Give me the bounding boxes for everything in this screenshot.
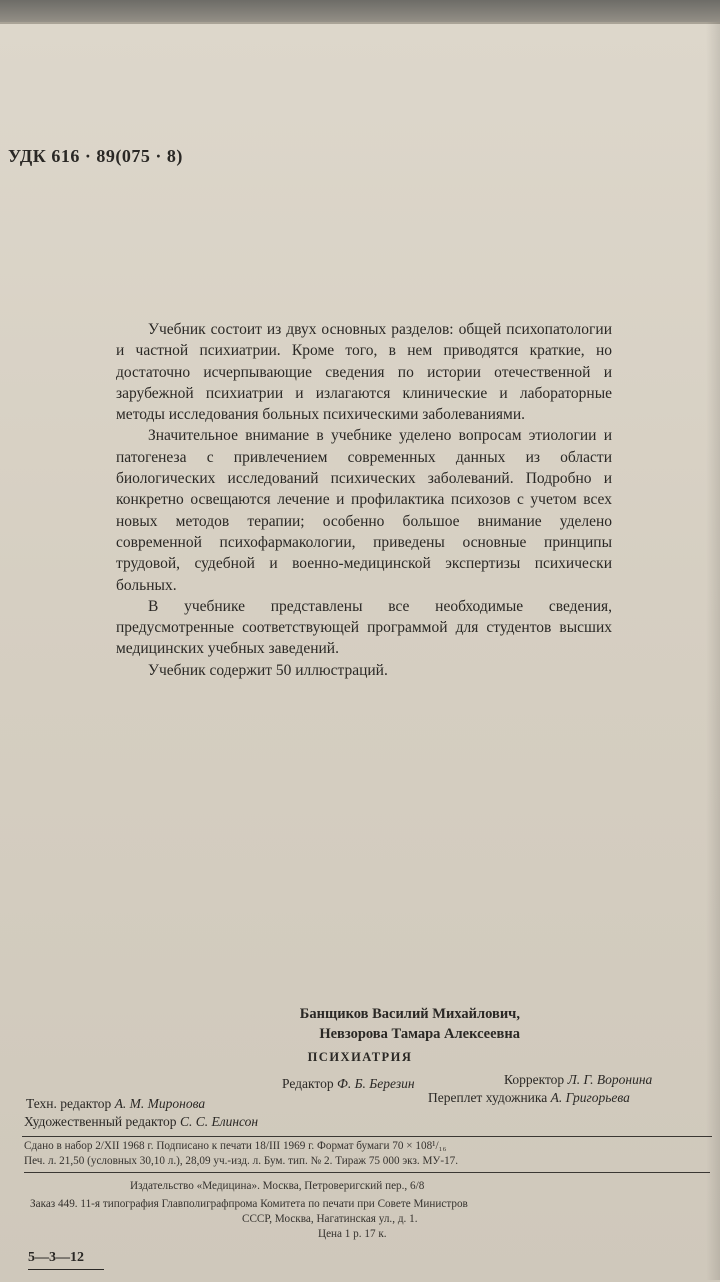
print-details-2: Печ. л. 21,50 (условных 30,10 л.), 28,09 уч.-изд. л. Бум. тип. № 2. Тираж 75 000 экз. МУ-17. [24, 1155, 459, 1167]
price: Цена 1 р. 17 к. [318, 1228, 387, 1240]
art-editor-label: Художественный редактор [24, 1114, 177, 1129]
page-edge-shadow [706, 22, 720, 1280]
binding-label: Переплет художника [428, 1090, 548, 1105]
book-abstract [116, 319, 612, 681]
order-line-2: СССР, Москва, Нагатинская ул., д. 1. [242, 1213, 418, 1225]
corrector-name: Л. Г. Воронина [567, 1072, 653, 1087]
binding-credit [428, 1090, 630, 1106]
tech-editor-label: Техн. редактор [26, 1096, 112, 1111]
author-1: Банщиков Василий Михайлович, [299, 1006, 520, 1022]
udk-code: УДК 616 · 89(075 · 8) [8, 146, 183, 166]
book-title: ПСИХИАТРИЯ [307, 1050, 413, 1064]
tech-editor-name: А. М. Миронова [114, 1096, 206, 1111]
publisher-line: Издательство «Медицина». Москва, Петроверигский пер., 6/8 [130, 1180, 425, 1192]
abstract-paragraph: Учебник состоит из двух основных разделов: общей психопатологии и частной психиатрии. Кроме того, в нем приводятся краткие, но достаточно исчерпывающие сведения по истории отечественной и зарубежной психиатрии и излагаются клинические и лабораторные методы исследования больных психическими заболеваниями. [116, 321, 612, 424]
author-2: Невзорова Тамара Алексеевна [319, 1026, 520, 1042]
book-page [0, 22, 720, 1282]
abstract-paragraph: Учебник содержит 50 иллюстраций. [148, 661, 388, 679]
divider-line [24, 1172, 710, 1173]
editor-credit [282, 1076, 415, 1092]
authors [230, 1004, 520, 1044]
editor-name: Ф. Б. Березин [336, 1076, 415, 1091]
catalog-code: 5—3—12 [28, 1250, 84, 1265]
tech-editor-credit [26, 1096, 205, 1112]
print-details-1: Сдано в набор 2/XII 1968 г. Подписано к печати 18/III 1969 г. Формат бумаги 70 × 108¹/₁₆ [24, 1140, 447, 1152]
corrector-credit [504, 1072, 652, 1088]
binding-name: А. Григорьева [550, 1090, 630, 1105]
editor-label: Редактор [282, 1076, 334, 1091]
corrector-label: Корректор [504, 1072, 565, 1087]
abstract-paragraph: Значительное внимание в учебнике уделено вопросам этиологии и патогенеза с привлечением современных данных из области биологических исследований психических заболеваний. Подробно и конкретно освещаются лечение и профилактика психозов с учетом всех новых методов терапии; особенно большое внимание уделено современной психофармакологии, приведены основные принципы трудовой, судебной и военно-медицинской экспертизы психически больных. [116, 427, 612, 594]
art-editor-credit [24, 1114, 258, 1130]
divider-line [22, 1136, 712, 1137]
code-underline [28, 1269, 104, 1270]
order-line-1: Заказ 449. 11-я типография Главполиграфпрома Комитета по печати при Совете Министров [30, 1198, 468, 1210]
abstract-paragraph: В учебнике представлены все необходимые сведения, предусмотренные соответствующей программой для студентов высших медицинских учебных заведений. [116, 597, 612, 658]
art-editor-name: С. С. Елинсон [179, 1114, 259, 1129]
